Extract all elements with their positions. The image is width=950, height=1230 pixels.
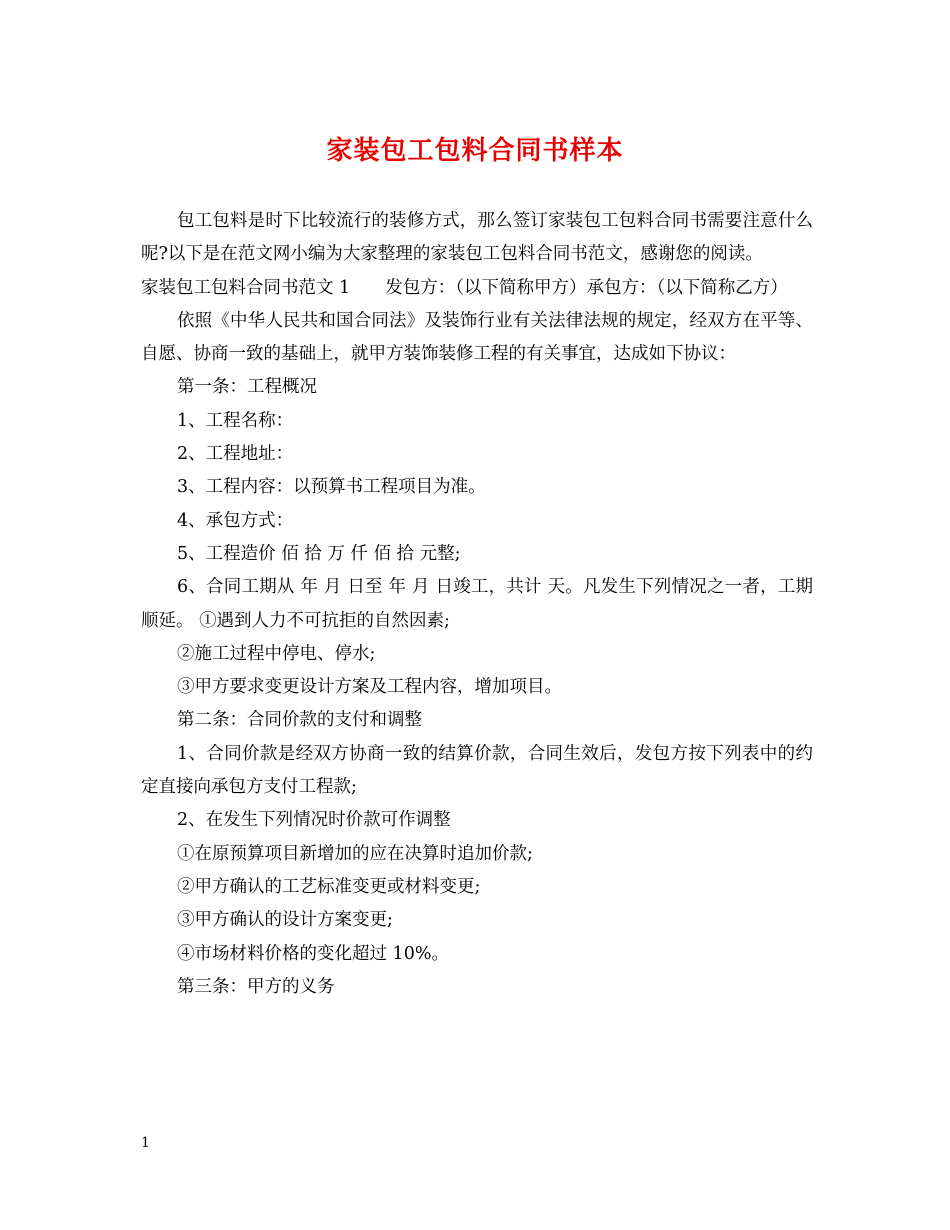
list-item: 1、合同价款是经双方协商一致的结算价款，合同生效后，发包方按下列表中的约定直接向承包方支付工程款; [141,743,813,798]
list-item: 2、在发生下列情况时价款可作调整 [177,810,451,831]
list-item: ②甲方确认的工艺标准变更或材料变更; [177,876,481,897]
document-body [141,205,813,1004]
article-2-heading: 第二条：合同价款的支付和调整 [177,710,422,731]
list-item: ③甲方确认的设计方案变更; [177,910,393,931]
article-1-heading: 第一条：工程概况 [177,377,317,398]
list-item: 2、工程地址： [177,444,294,465]
document-title: 家装包工包料合同书样本 [326,136,624,166]
paragraph-basis: 依照《中华人民共和国合同法》及装饰行业有关法律法规的规定，经双方在平等、自愿、协商一致的基础上，就甲方装饰装修工程的有关事宜，达成如下协议： [141,310,813,365]
list-item: ①在原预算项目新增加的应在决算时追加价款; [177,843,533,864]
list-item: 3、工程内容：以预算书工程项目为准。 [177,477,486,498]
list-item: ③甲方要求变更设计方案及工程内容，增加项目。 [177,677,562,698]
list-item: 6、合同工期从 年 月 日至 年 月 日竣工，共计 天。凡发生下列情况之一者，工期顺延。 ①遇到人力不可抗拒的自然因素; [141,577,813,631]
paragraph-intro: 包工包料是时下比较流行的装修方式，那么签订家装包工包料合同书需要注意什么呢?以下是在范文网小编为大家整理的家装包工包料合同书范文，感谢您的阅读。 [141,211,813,265]
article-3-heading: 第三条：甲方的义务 [177,976,335,997]
list-item: ②施工过程中停电、停水; [177,643,376,664]
list-item: 1、工程名称： [177,410,294,431]
paragraph-parties: 家装包工包料合同书范文 1 发包方：（以下简称甲方）承包方：（以下简称乙方） [141,277,788,298]
page-number: 1 [141,1135,150,1151]
list-item: 4、承包方式： [177,510,294,531]
list-item: 5、工程造价 佰 拾 万 仟 佰 拾 元整; [177,543,461,564]
list-item: ④市场材料价格的变化超过 10%。 [177,943,449,964]
